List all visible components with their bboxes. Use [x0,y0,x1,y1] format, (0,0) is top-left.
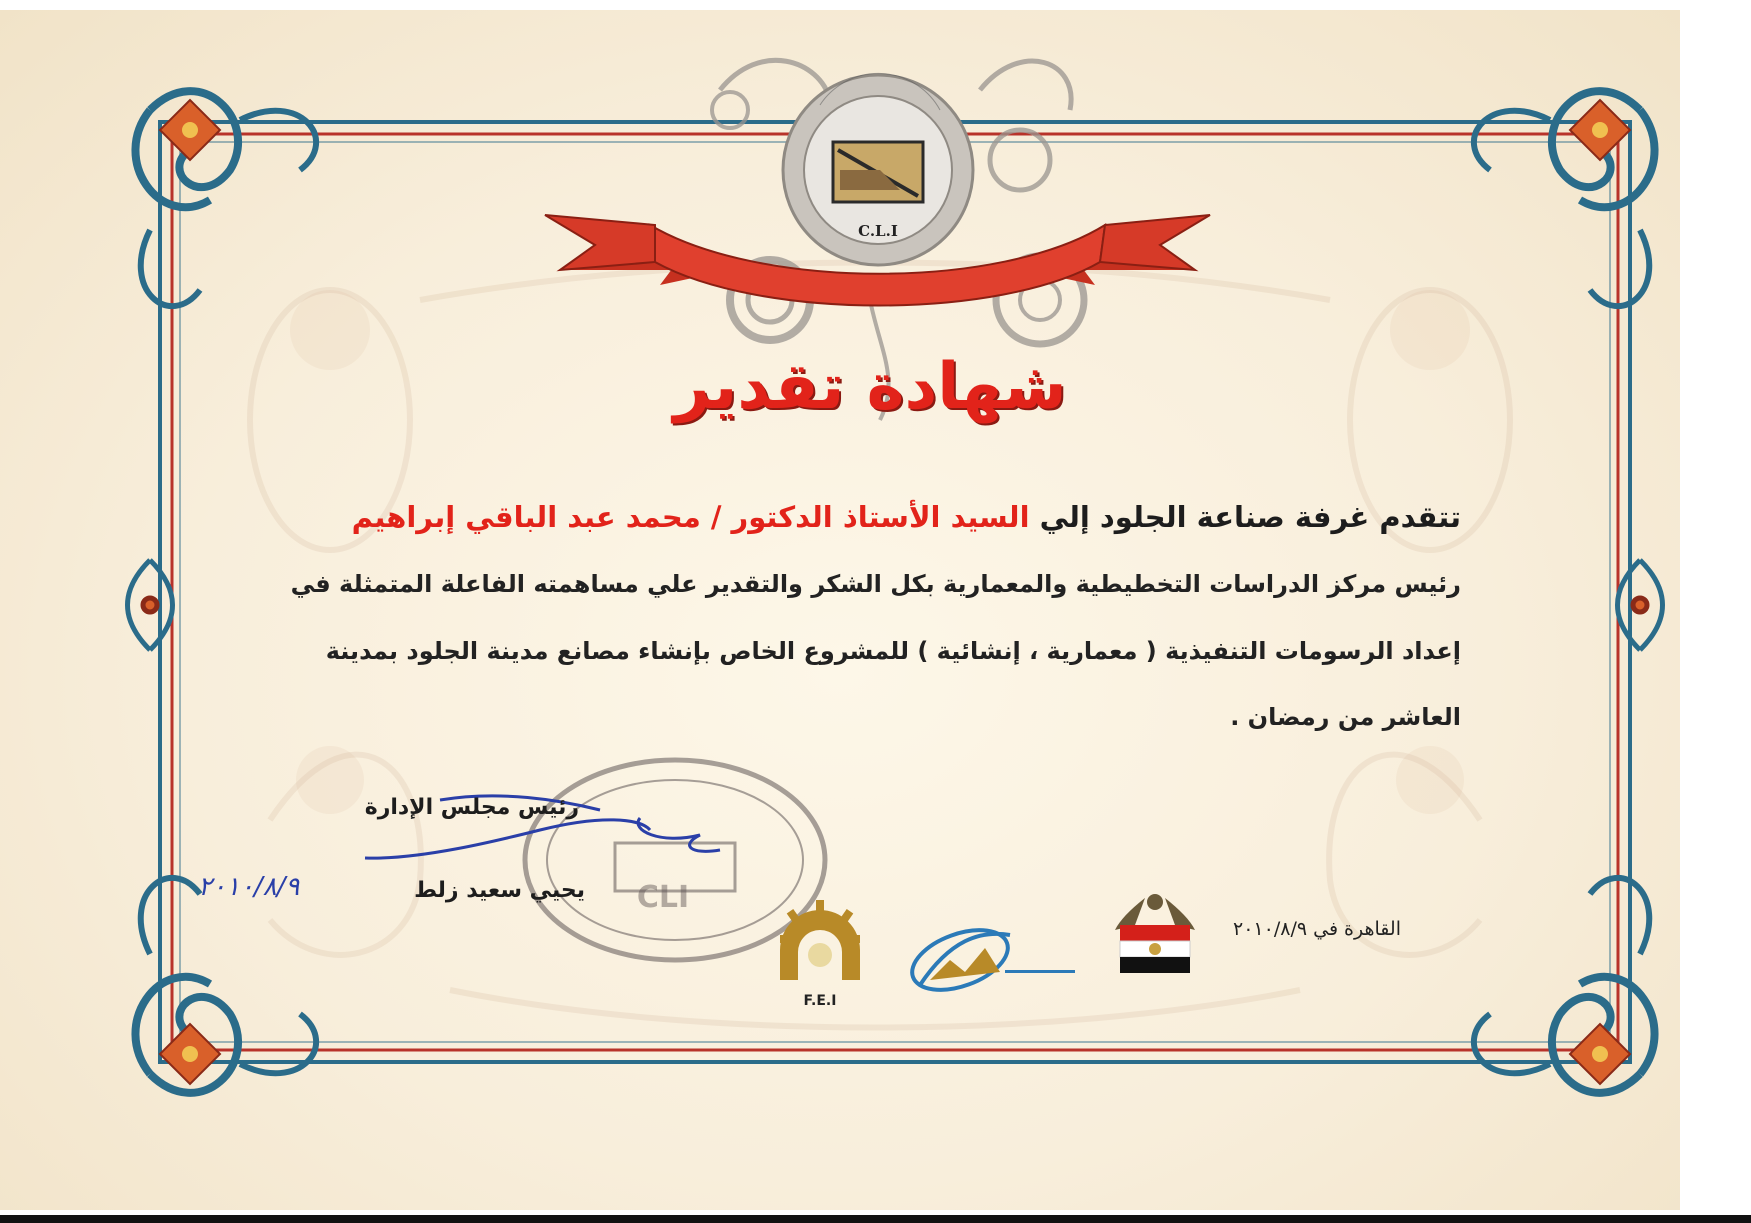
side-ornament-right [1618,560,1663,650]
body-line-3: العاشر من رمضان . [1230,703,1461,731]
body-line-2: إعداد الرسومات التنفيذية ( معمارية ، إنشائية ) للمشروع الخاص بإنشاء مصانع مدينة الجلود بمدينة [325,637,1461,665]
imc-logo [904,918,1075,1001]
signatory-name: يحيي سعيد زلط [414,878,585,903]
intro-line [352,500,1461,534]
signatory-title: رئيس مجلس الإدارة [364,795,579,820]
intro-prefix: تتقدم غرفة صناعة الجلود إلي [1039,500,1461,534]
scan-bottom-edge [0,1215,1751,1223]
side-ornament-left [128,560,173,650]
certificate-title: شهادة تقدير [673,350,1067,424]
fei-logo-label: F.E.I [803,993,837,1009]
body-line-1: رئيس مركز الدراسات التخطيطية والمعمارية بكل الشكر والتقدير علي مساهمته الفاعلة المتمثلة في [290,570,1461,598]
stamp-center-label: CLI [636,880,690,915]
place-and-date: القاهرة في ٢٠١٠/٨/٩ [1233,918,1401,940]
fei-logo [780,900,860,980]
handwritten-date: ٢٠١٠/٨/٩ [198,872,300,902]
cli-logo-label: C.L.I [858,222,898,240]
chamber-stamp [525,760,825,960]
ministry-logo [1115,894,1195,973]
recipient-name: السيد الأستاذ الدكتور / محمد عبد الباقي إبراهيم [351,500,1030,534]
